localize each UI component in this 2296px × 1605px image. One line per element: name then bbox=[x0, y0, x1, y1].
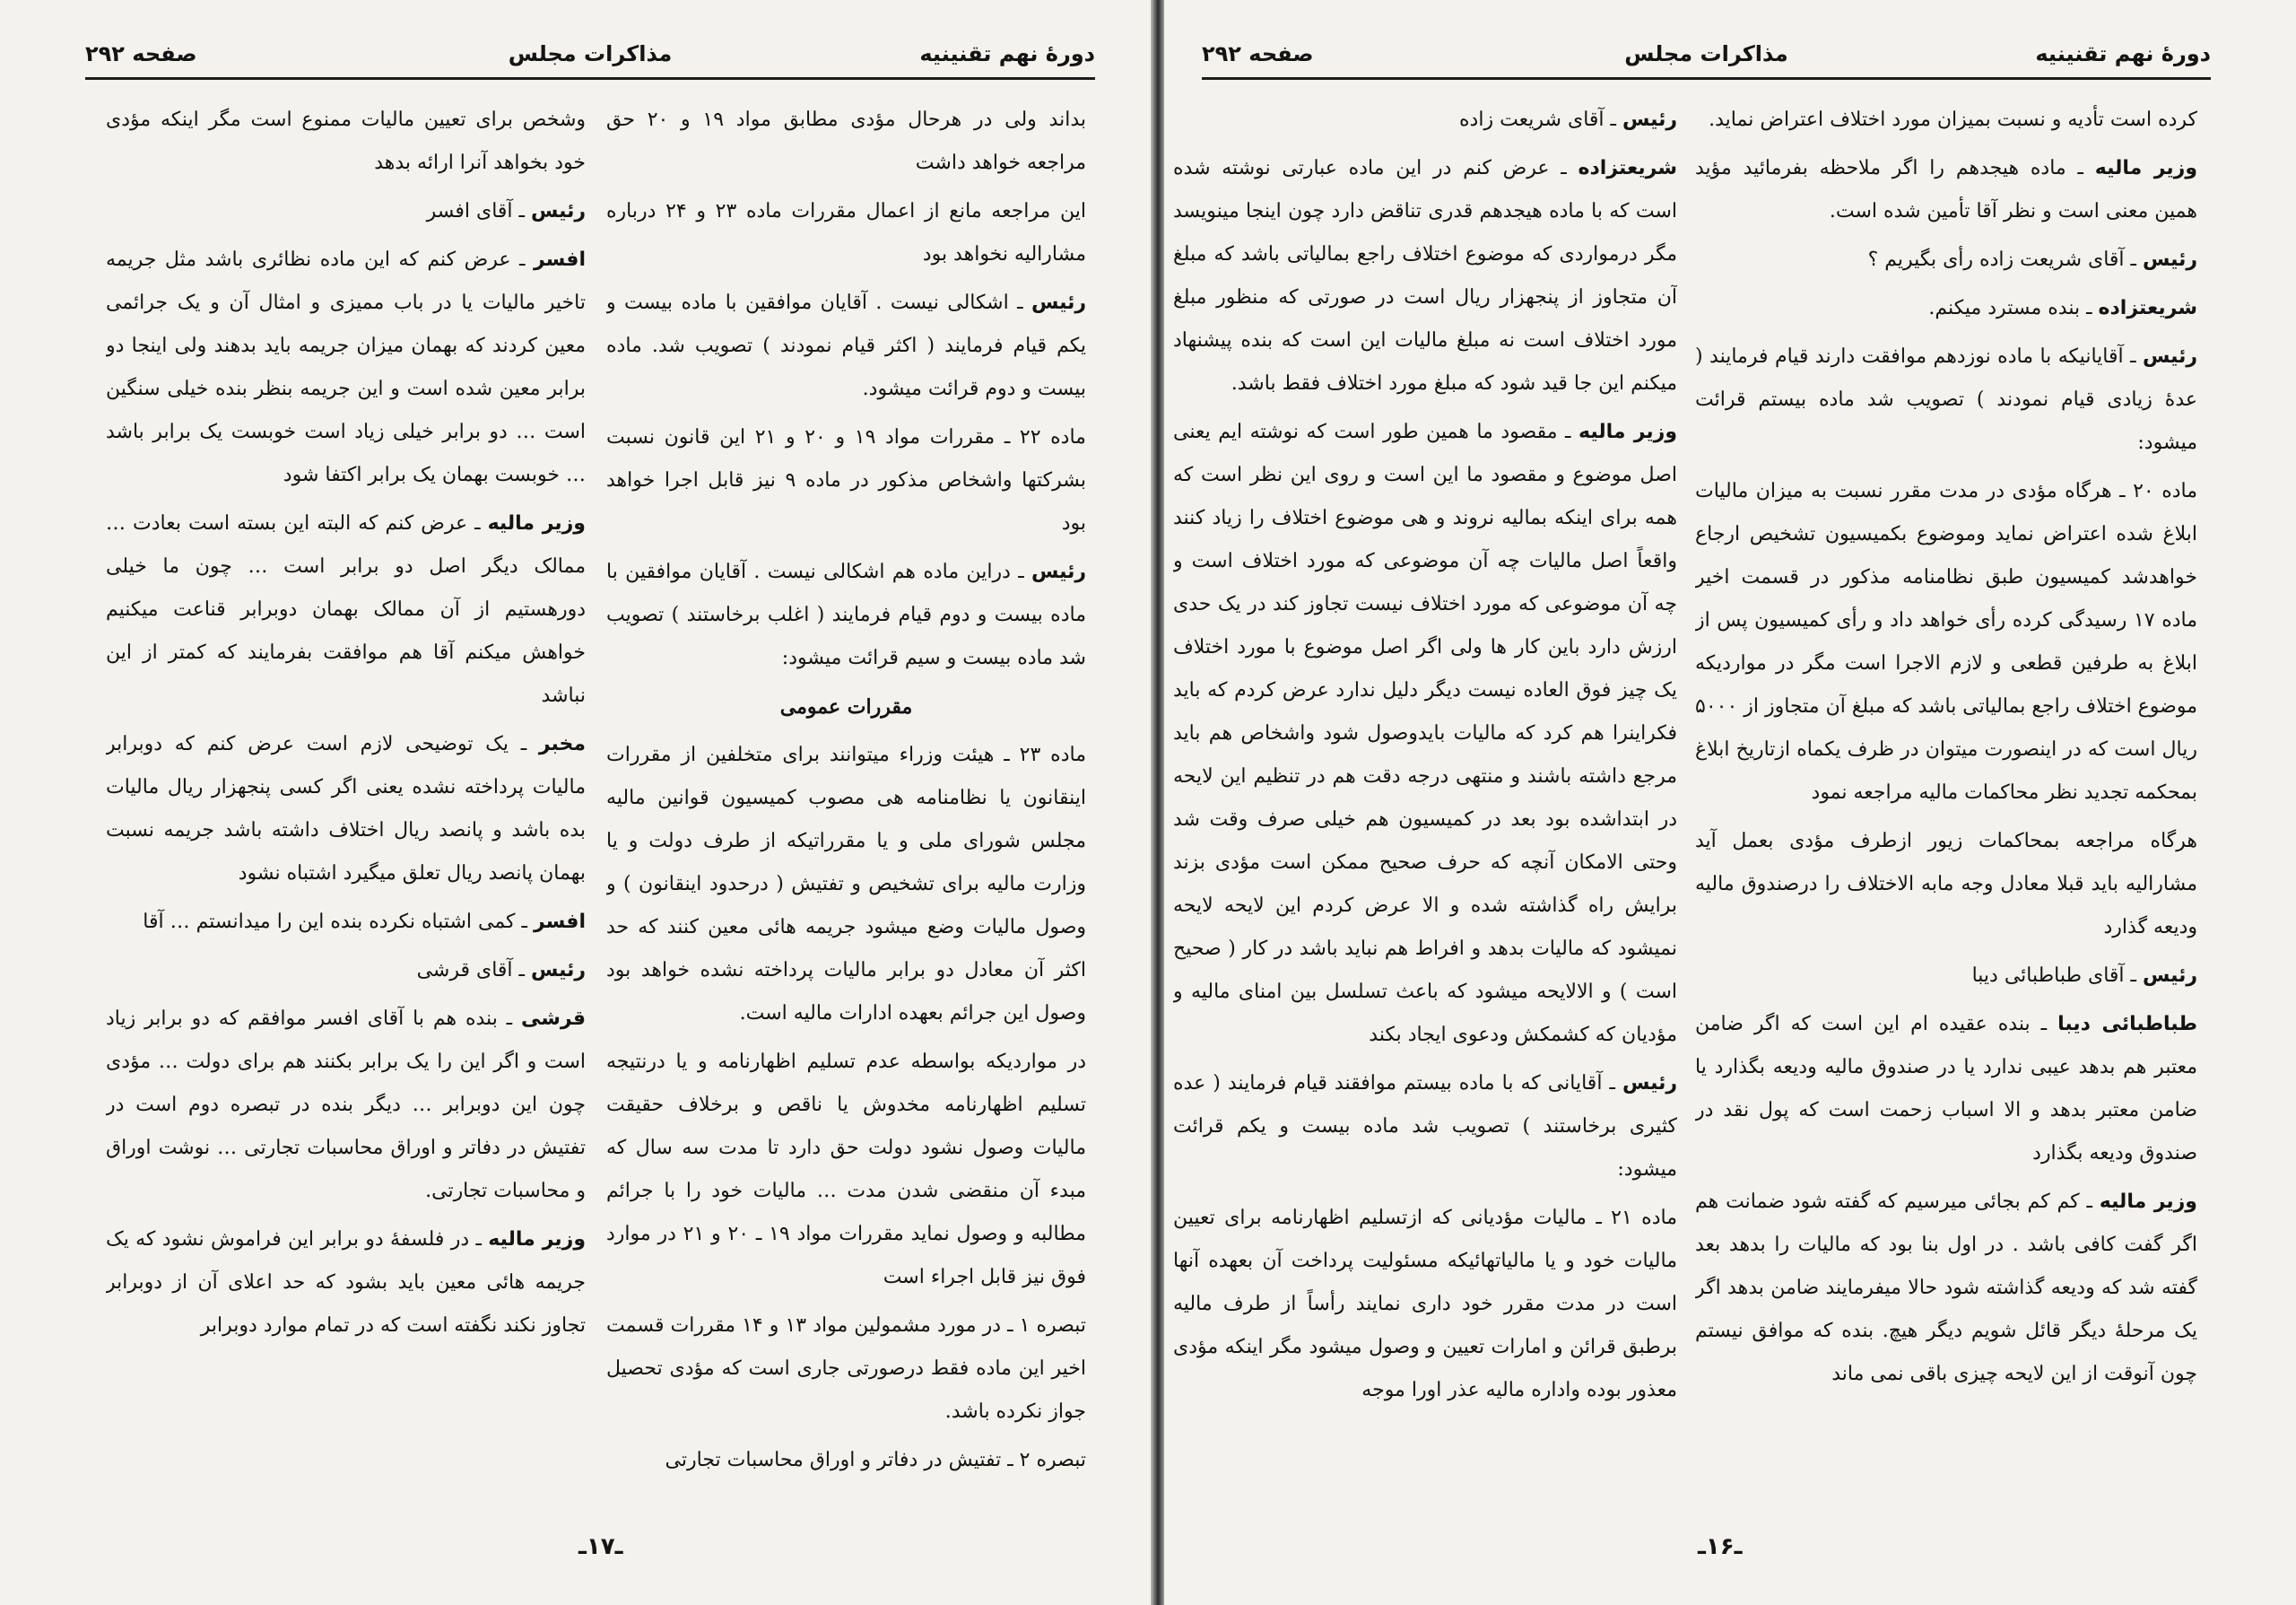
paragraph-text: ماده هیجدهم را اگر ملاحظه بفرمائید مؤید همین معنی است و نظر آقا تأمین شده است. bbox=[1695, 157, 2197, 222]
session-label: دورهٔ نهم تقنینیه bbox=[2035, 41, 2211, 66]
page-number: ـ۱۷ـ bbox=[578, 1533, 623, 1560]
paragraph-text: تبصره ۲ ـ تفتیش در دفاتر و اوراق محاسبات تجارتی bbox=[665, 1449, 1086, 1471]
paragraph-text: در فلسفهٔ دو برابر این فراموش نشود که یک جریمه هائی معین باید بشود که حد اعلای آن از دوبرابر تجاوز نکند نگفته است که در تمام موارد دوبرابر bbox=[106, 1228, 586, 1337]
speaker-name: رئیس bbox=[1031, 292, 1086, 314]
paragraph bbox=[1695, 287, 2197, 330]
page-header bbox=[85, 25, 1095, 80]
paragraph-text: کم کم بجائی میرسیم که گفته شود ضمانت هم اگر گفت کافی باشد . در اول بنا بود که مالیات را بدهد بعد گفته شد که ودیعه گذاشته شود حالا میفرمایند ضامن بدهد اگر یک مرحلهٔ دیگر قائل شویم دیگر هیچ. بنده که موافق نیستم چون آنوقت از این لایحه چیزی باقی نمی ماند bbox=[1695, 1191, 2197, 1385]
speaker-name: رئیس bbox=[2142, 964, 2197, 987]
paragraph-text: عرض کنم که البته این بسته است بعادت … ممالک دیگر اصل دو برابر است … چون ما خیلی دورهستیم از آن ممالک بهمان دوبرابر قناعت میکنیم خواهش میکنم آقا هم موافقت بفرمایند که کمتر از این نباشد bbox=[106, 512, 586, 707]
paragraph bbox=[606, 734, 1086, 1035]
speaker-separator: ـ bbox=[469, 1228, 489, 1251]
paragraph bbox=[106, 1218, 586, 1348]
speaker-name: وزیر مالیه bbox=[1578, 421, 1677, 443]
speaker-separator: ـ bbox=[1604, 109, 1622, 131]
speaker-separator: ـ bbox=[1010, 561, 1031, 583]
paragraph-text: مقررات عمومی bbox=[779, 695, 913, 719]
speaker-name: رئیس bbox=[2142, 249, 2197, 271]
paragraph bbox=[1695, 99, 2197, 142]
speaker-separator: ـ bbox=[467, 512, 488, 535]
paragraph-text: ماده ۲۲ ـ مقررات مواد ۱۹ و ۲۰ و ۲۱ این قانون نسبت بشرکتها واشخاص مذکور در ماده ۹ نیز قابل اجرا خواهد بود bbox=[606, 426, 1086, 535]
speaker-name: افسر bbox=[533, 249, 586, 271]
header-page-label: صفحه ۲۹۲ bbox=[1202, 41, 1314, 66]
header-title: مذاکرات مجلس bbox=[1624, 41, 1788, 66]
paragraph bbox=[606, 282, 1086, 411]
speaker-name: افسر bbox=[533, 911, 586, 933]
speaker-separator: ـ bbox=[1557, 421, 1579, 443]
speaker-name: شریعتزاده bbox=[1578, 157, 1677, 179]
page-number: ـ۱۶ـ bbox=[1698, 1533, 1743, 1560]
speaker-separator: ـ bbox=[2124, 964, 2143, 987]
paragraph bbox=[106, 190, 586, 233]
paragraph bbox=[1173, 411, 1677, 1057]
paragraph-text: عرض کنم در این ماده عبارتی نوشته شده است که با ماده هیجدهم قدری تناقض دارد چون اینجا مینویسد مگر درمواردی که موضوع اختلاف راجع بمالیاتی باشد که مبلغ آن متجاوز از پنجهزار ریال است در صورتی که منظور مبلغ مورد اختلاف است نه مبلغ مالیات این است که بنده پیشنهاد میکنم این جا قید شود که مبلغ مورد اختلاف فقط باشد. bbox=[1173, 157, 1677, 395]
paragraph bbox=[1695, 336, 2197, 465]
paragraph bbox=[606, 416, 1086, 545]
paragraph-text: در مواردیکه بواسطه عدم تسلیم اظهارنامه و یا درنتیجه تسلیم اظهارنامه مخدوش یا ناقص و برخلاف حقیقت مالیات وصول نشود دولت حق دارد تا مدت سه سال که مبدء آن منقضی شدن مدت … مالیات خود را با جرائم مطالبه و وصول نماید مقررات مواد ۱۹ ـ ۲۰ و ۲۱ در موارد فوق نیز قابل اجراء است bbox=[606, 1051, 1086, 1288]
speaker-name: وزیر مالیه bbox=[2094, 157, 2197, 179]
text-column-left bbox=[1173, 99, 1677, 1488]
paragraph bbox=[606, 1439, 1086, 1482]
paragraph-text: دراین ماده هم اشکالی نیست . آقایان موافقین با ماده بیست و دوم قیام فرمایند ( اغلب برخاستند ) تصویب شد ماده بیست و سیم قرائت میشود: bbox=[606, 561, 1086, 669]
speaker-separator: ـ bbox=[512, 959, 531, 981]
paragraph-text: ماده ۲۱ ـ مالیات مؤدیانی که ازتسلیم اظهارنامه برای تعیین مالیات خود و یا مالیاتهائیکه مسئولیت پرداخت آن بعهده آنها است در مدت مقرر خود داری نمایند رأساً از طرف مالیه برطبق قرائن و امارات تعیین و وصول میشود مگر اینکه مؤدی معذور بوده واداره مالیه عذر اورا موجه bbox=[1173, 1207, 1677, 1401]
speaker-separator: ـ bbox=[508, 733, 539, 755]
paragraph bbox=[106, 99, 586, 185]
paragraph bbox=[606, 190, 1086, 276]
speaker-name: قرشی bbox=[521, 1007, 586, 1030]
paragraph bbox=[606, 99, 1086, 185]
paragraph bbox=[1173, 147, 1677, 406]
speaker-name: رئیس bbox=[1031, 561, 1086, 583]
paragraph bbox=[1173, 1062, 1677, 1191]
speaker-separator: ـ bbox=[1549, 157, 1578, 179]
paragraph bbox=[1695, 239, 2197, 282]
speaker-separator: ـ bbox=[2123, 345, 2143, 368]
paragraph-text: بنده مسترد میکنم. bbox=[1928, 297, 2081, 319]
paragraph bbox=[1695, 1003, 2197, 1175]
speaker-name: وزیر مالیه bbox=[488, 1228, 586, 1251]
speaker-separator: ـ bbox=[2124, 249, 2143, 271]
speaker-name: وزیر مالیه bbox=[2099, 1191, 2197, 1213]
paragraph-text: یک توضیحی لازم است عرض کنم که دوبرابر مالیات پرداخته نشده یعنی اگر کسی پنجهزار ریال مالیات بده باشد و پانصد ریال اختلاف داشته باشد جریمه نسبت بهمان پانصد ریال تعلق میگیرد اشتباه نشود bbox=[106, 733, 586, 885]
paragraph bbox=[606, 1304, 1086, 1434]
speaker-separator: ـ bbox=[2080, 297, 2099, 319]
paragraph-text: این مراجعه مانع از اعمال مقررات ماده ۲۳ و ۲۴ درباره مشارالیه نخواهد بود bbox=[606, 200, 1086, 266]
paragraph-text: عرض کنم که این ماده نظائری باشد مثل جریمه تاخیر مالیات یا در باب ممیزی و امثال آن و یک جرائمی معین کردند که بهمان میزان جریمه باید بدهند ولی اینجا دو برابر معین شده است و این جریمه بنظر بنده خیلی سنگین است … دو برابر خیلی زیاد است خوبست یک برابر باشد … خوبست بهمان یک برابر اکتفا شود bbox=[106, 249, 586, 486]
speaker-separator: ـ bbox=[512, 200, 531, 222]
paragraph bbox=[1695, 147, 2197, 233]
paragraph-text: کمی اشتباه نکرده بنده این را میدانستم … آقا bbox=[143, 911, 516, 933]
text-column-right bbox=[606, 99, 1086, 1488]
paragraph-text: کرده است تأدیه و نسبت بمیزان مورد اختلاف اعتراض نماید. bbox=[1709, 109, 2197, 131]
right-page bbox=[1164, 0, 2296, 1605]
paragraph-text: آقایانی که با ماده بیستم موافقند قیام فرمایند ( عده کثیری برخاستند ) تصویب شد ماده بیست و یکم قرائت میشود: bbox=[1173, 1072, 1677, 1181]
speaker-separator: ـ bbox=[510, 249, 534, 271]
paragraph bbox=[106, 723, 586, 895]
text-column-right bbox=[1695, 99, 2197, 1488]
paragraph-text: آقای افسر bbox=[426, 200, 513, 222]
paragraph-text: آقای قرشی bbox=[416, 959, 513, 981]
section-heading bbox=[606, 685, 1086, 728]
book-gutter bbox=[1151, 0, 1164, 1605]
paragraph bbox=[1695, 820, 2197, 949]
header-title: مذاکرات مجلس bbox=[508, 41, 673, 66]
paragraph-text: اشکالی نیست . آقایان موافقین با ماده بیست و یکم قیام فرمایند ( اکثر قیام نمودند ) تصویب شد. ماده بیست و دوم قرائت میشود. bbox=[606, 292, 1086, 400]
text-column-left bbox=[106, 99, 586, 1488]
paragraph-text: مقصود ما همین طور است که نوشته ایم یعنی اصل موضوع و مقصود ما این است و روی این نظر است که همه برای اینکه بمالیه نروند و هی موضوع اختلاف را زیاد کنند واقعاً اصل مالیات چه آن موضوعی که مورد اختلاف است و چه آن موضوعی که مورد اختلاف نیست تجاوز کند در یک حدی ارزش دارد باین کار ها ولی اگر اصل موضوع با مورد اختلاف یک چیز فوق العاده نیست دیگر دلیل ندارد عرض کردم که باید فکراینرا هم کرد که مالیات بایدوصول شود واشخاص هم باید مرجع داشته باشند و منتهی درجه دقت هم در تنظیم این لایحه در ابتداشده بود بعد در کمیسیون هم خیلی صرف وقت شد وحتی الامکان آنچه که حرف صحیح ممکن است مؤدی بزند برایش راه گذاشته شده و الا عرض کردم این لایحه لایحه نمیشود که مالیات بدهد و افراط هم نباید باشد در کار ( صحیح است ) و الالایحه میشود که باعث تسلسل بین امنای مالیه و مؤدیان که کشمکش ودعوی ایجاد بکند bbox=[1173, 421, 1677, 1046]
speaker-name: رئیس bbox=[530, 200, 586, 222]
speaker-name: مخبر bbox=[538, 733, 586, 755]
speaker-separator: ـ bbox=[2030, 1013, 2058, 1035]
paragraph-text: ماده ۲۳ ـ هیئت وزراء میتوانند برای متخلفین از مقررات اینقانون یا نظامنامه هی مصوب کمیسیون قوانین مالیه مجلس شورای ملی و یا مقرراتیکه از طرف دولت و یا وزارت مالیه برای تشخیص و تفتیش ( درحدود اینقانون ) و وصول مالیات وضع میشود جریمه هائی معین کنند که حد اکثر آن معادل دو برابر مالیات پرداخته نشده خواهد بود وصول این جرائم بعهده ادارات مالیه است. bbox=[606, 744, 1086, 1025]
paragraph bbox=[106, 949, 586, 992]
speaker-name: شریعتزاده bbox=[2098, 297, 2197, 319]
paragraph bbox=[106, 998, 586, 1213]
speaker-separator: ـ bbox=[2079, 1191, 2100, 1213]
speaker-separator: ـ bbox=[2066, 157, 2095, 179]
paragraph bbox=[606, 1041, 1086, 1299]
paragraph bbox=[106, 901, 586, 944]
paragraph-text: بنده عقیده ام این است که اگر ضامن معتبر هم بدهد عیبی ندارد یا در صندوق مالیه ودیعه بگذارد یا ضامن معتبر بدهد و الا اسباب زحمت است که پول نقد در صندوق ودیعه بگذارد bbox=[1695, 1013, 2197, 1164]
session-label: دورهٔ نهم تقنینیه bbox=[919, 41, 1095, 66]
paragraph bbox=[106, 502, 586, 718]
speaker-name: طباطبائی دیبا bbox=[2057, 1013, 2197, 1035]
paragraph-text: آقایانیکه با ماده نوزدهم موافقت دارند قیام فرمایند ( عدهٔ زیادی قیام نمودند ) تصویب شد ماده بیستم قرائت میشود: bbox=[1695, 345, 2197, 454]
speaker-separator: ـ bbox=[515, 911, 534, 933]
paragraph bbox=[606, 551, 1086, 680]
speaker-name: رئیس bbox=[1622, 1072, 1677, 1095]
page-header bbox=[1202, 25, 2211, 80]
speaker-separator: ـ bbox=[1008, 292, 1031, 314]
paragraph-text: بداند ولی در هرحال مؤدی مطابق مواد ۱۹ و ۲۰ حق مراجعه خواهد داشت bbox=[606, 109, 1086, 174]
paragraph bbox=[1695, 1181, 2197, 1396]
header-page-label: صفحه ۲۹۲ bbox=[85, 41, 197, 66]
paragraph-text: آقای طباطبائی دیبا bbox=[1971, 964, 2125, 987]
speaker-name: وزیر مالیه bbox=[487, 512, 586, 535]
paragraph-text: تبصره ۱ ـ در مورد مشمولین مواد ۱۳ و ۱۴ مقررات قسمت اخیر این ماده فقط درصورتی جاری است که مؤدی تحصیل جواز نکرده باشد. bbox=[606, 1314, 1086, 1423]
paragraph-text: وشخص برای تعیین مالیات ممنوع است مگر اینکه مؤدی خود بخواهد آنرا ارائه بدهد bbox=[106, 109, 586, 174]
paragraph-text: آقای شریعت زاده bbox=[1459, 109, 1605, 131]
paragraph-text: ماده ۲۰ ـ هرگاه مؤدی در مدت مقرر نسبت به میزان مالیات ابلاغ شده اعتراض نماید وموضوع بکمیسیون تشخیص ارجاع خواهدشد کمیسیون طبق نظامنامه مذکور در قسمت اخیر ماده ۱۷ رسیدگی کرده رأی خواهد داد و رأی کمیسیون پس از ابلاغ به طرفین قطعی و لازم الاجرا است مگر در مواردیکه موضوع اختلاف راجع بمالیاتی باشد که مبلغ آن متجاوز از ۵۰۰۰ ریال است که در اینصورت میتوان در ظرف یکماه ازتاریخ ابلاغ بمحکمه تجدید نظر محاکمات مالیه مراجعه نمود bbox=[1695, 480, 2197, 804]
speaker-separator: ـ bbox=[1602, 1072, 1622, 1095]
speaker-name: رئیس bbox=[530, 959, 586, 981]
speaker-separator: ـ bbox=[497, 1007, 521, 1030]
paragraph bbox=[1173, 99, 1677, 142]
speaker-name: رئیس bbox=[2143, 345, 2197, 368]
paragraph-text: هرگاه مراجعه بمحاکمات زیور ازطرف مؤدی بعمل آید مشارالیه باید قبلا معادل وجه مابه الاختلاف را درصندوق مالیه ودیعه گذارد bbox=[1695, 830, 2197, 938]
paragraph bbox=[1695, 470, 2197, 815]
paragraph bbox=[1695, 955, 2197, 998]
paragraph-text: آقای شریعت زاده رأی بگیریم ؟ bbox=[1867, 249, 2125, 271]
paragraph bbox=[106, 239, 586, 497]
paragraph-text: بنده هم با آقای افسر موافقم که دو برابر زیاد است و اگر این را یک برابر بکنند هم برای دولت … مؤدی چون این دوبرابر … دیگر بنده در تبصره دوم است در تفتیش در دفاتر و اوراق محاسبات تجارتی … نوشت اوراق و محاسبات تجارتی. bbox=[106, 1007, 586, 1202]
speaker-name: رئیس bbox=[1622, 109, 1677, 131]
paragraph bbox=[1173, 1197, 1677, 1412]
